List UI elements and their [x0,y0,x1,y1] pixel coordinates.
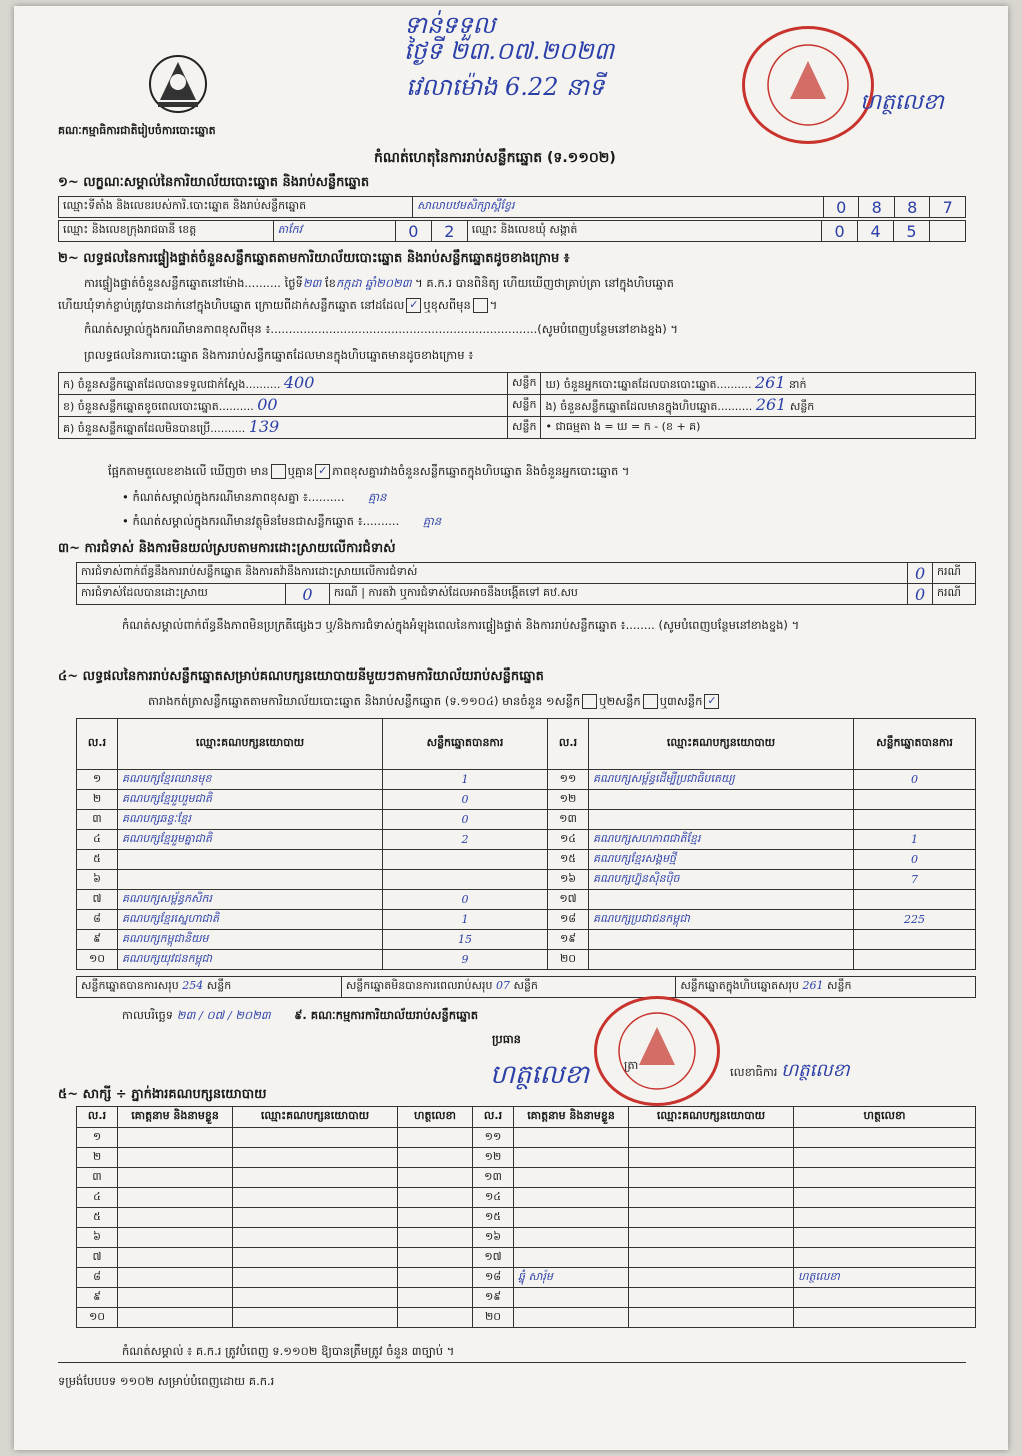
witness-party [233,1308,398,1328]
row-number: ៧ [77,1248,118,1268]
witness-name [118,1228,233,1248]
committee-stamp [594,996,720,1106]
row-number: ១២ [473,1148,514,1168]
row-number: ១៣ [548,810,589,830]
table-row [77,1128,976,1148]
member-label: ត្រា [624,1058,639,1072]
row-number: ១៥ [548,850,589,870]
party-name: គណបក្សហ្វ៊ុនស៊ិនប៉ិច [589,870,854,890]
valid-votes: 9 [383,950,548,970]
witness-signature [398,1228,473,1248]
row-number: ៨ [77,910,118,930]
row-number: ១៣ [473,1168,514,1188]
section-1-heading: ១~ លក្ខណៈសម្គាល់នៃការិយាល័យបោះឆ្នោត និងរាប់សន្លឹកឆ្នោត [58,175,370,190]
witness-name [118,1128,233,1148]
row-number: ៥ [77,850,118,870]
section-2-text-1: ការផ្ទៀងផ្ទាត់ចំនួនសន្លឹកឆ្នោតនៅម៉ោង.......... ថ្ងៃទី២៣ ខែកក្កដា ឆ្នាំ២០២៣ ។ គ.ក.រ បានពិនិត្យ ហើយឃើញថាគ្រាប់ត្រា នៅក្នុងហិបឆ្នោត [84,276,674,290]
row-number: ២០ [473,1308,514,1328]
witness-signature [794,1208,976,1228]
province-digit: 2 [431,221,467,242]
form-title: កំណត់ហេតុនៃការរាប់សន្លឹកឆ្នោត (ទ.១១០២) [374,150,616,166]
section-1-table [58,196,966,218]
row-number: ៩ [77,1288,118,1308]
table-row [77,1288,976,1308]
party-name: គណបក្សសហភាពជាតិខ្មែរ [589,830,854,850]
province-value: តាកែវ [273,221,395,242]
section-4-heading: ៤~ លទ្ធផលនៃការរាប់សន្លឹកឆ្នោតសម្រាប់គណបក្សនយោបាយនីមួយៗតាមការិយាល័យរាប់សន្លឹកឆ្នោត [58,669,544,684]
row-number: ១៩ [548,930,589,950]
footer-note: កំណត់សម្គាល់ ៖ គ.ក.រ ត្រូវបំពេញ ទ.១១០២ ឱ្យបានត្រឹមត្រូវ ចំនួន ៣ច្បាប់ ។ [122,1344,455,1358]
row-number: ១៨ [473,1268,514,1288]
count-row: ក) ចំនួនសន្លឹកឆ្នោតដែលបានទទួលជាក់ស្តែង.......... 400 [59,373,508,395]
chair-label: ប្រធាន [492,1032,521,1046]
witness-party [629,1268,794,1288]
party-name [589,790,854,810]
valid-votes [854,810,976,830]
row-number: ២ [77,1148,118,1168]
row-number: ៣ [77,1168,118,1188]
witness-signature [794,1128,976,1148]
document-page [14,6,1008,1450]
witness-party [629,1248,794,1268]
complaints-table: ការជំទាស់ពាក់ព័ន្ធនឹងការរាប់សន្លឹកឆ្នោត និងការតវ៉ានឹងការដោះស្រាយលើការជំទាស់ 0 ករណី ការជំទាស់ដែលបានដោះស្រាយ 0 ករណី | ការតវ៉ា ឬការជំទាស់ដែលអាចនឹងបង្កើតទៅ គឋ.សប 0 ករណី [76,562,976,605]
witness-party [629,1168,794,1188]
polling-station-label: ឈ្មោះទីតាំង និងលេខរបស់ការិ.បោះឆ្នោត និងរាប់សន្លឹកឆ្នោត [59,197,413,218]
section-1-table-row2 [58,220,966,242]
witness-signature [398,1308,473,1328]
valid-votes [854,930,976,950]
witness-party [629,1308,794,1328]
witness-party [233,1268,398,1288]
province-label: ឈ្មោះ និងលេខក្រុងរាជធានី ខេត្ត [59,221,274,242]
valid-votes: 7 [854,870,976,890]
witness-party [233,1248,398,1268]
signature-top: ហត្ថលេខា [860,90,944,115]
witness-signature [794,1288,976,1308]
valid-votes: 0 [383,890,548,910]
witness-party [233,1148,398,1168]
row-number: ១១ [548,770,589,790]
section-4-intro: តារាងកត់ត្រាសន្លឹកឆ្នោតតាមការិយាល័យបោះឆ្នោត និងរាប់សន្លឹកឆ្នោត (ទ.១១០៤) មានចំនួន ១សន្លឹក ឬ២សន្លឹក ឬ៣សន្លឹក ✓ [148,694,721,711]
valid-votes: 2 [383,830,548,850]
party-name: គណបក្សប្រជាជនកម្ពុជា [589,910,854,930]
valid-votes: 1 [854,830,976,850]
section-2-heading: ២~ លទ្ធផលនៃការផ្ទៀងផ្ទាត់ចំនួនសន្លឹកឆ្នោតតាមការិយាល័យបោះឆ្នោត និងរាប់សន្លឹកឆ្នោតដូចខាងក្រោម ៖ [58,251,570,266]
valid-votes: 1 [383,910,548,930]
formula: • ជាធម្មតា ង = ឃ = ក - (ខ + គ) [541,417,976,439]
witness-signature [398,1268,473,1288]
commune-digit: 4 [858,221,894,242]
results-table: ល.រ ឈ្មោះគណបក្សនយោបាយ សន្លឹកឆ្នោតបានការ ល.រ ឈ្មោះគណបក្សនយោបាយ សន្លឹកឆ្នោតបានការ ១ គណបក្សខ្មែរឈានមុខ 1 ១១ គណបក្សសម្ព័ន្ធដើម្បីប្រជាធិបតេយ្យ 0 ២ គណបក្សខ្មែររួបរួមជាតិ 0 ១២ ៣ គណបក្សឆន្ទៈខ្មែរ 0 ១៣ ៤ គណបក្សខ្មែររួមគ្នាជាតិ 2 ១៤ គណបក្សសហភាពជាតិខ្មែរ 1 ៥ ១៥ គណបក្សខ្មែរសង្គមថ្មី 0 ៦ ១៦ គណបក្សហ្វ៊ុនស៊ិនប៉ិច 7 ៧ គណបក្សសម្ព័ន្ធកសិករ 0 ១៧ ៨ គណបក្សខ្មែរស្នេហាជាតិ 1 ១៨ គណបក្សប្រជាជនកម្ពុជា 225 ៩ គណបក្សកម្ពុជានិយម 15 ១៩ ១០ គណបក្សយុវជនកម្ពុជា 9 ២០ [76,718,976,970]
party-name: គណបក្សខ្មែររួបរួមជាតិ [118,790,383,810]
party-name [118,870,383,890]
station-digit: 8 [859,197,895,218]
witness-name [514,1148,629,1168]
counts-table: ក) ចំនួនសន្លឹកឆ្នោតដែលបានទទួលជាក់ស្តែង.......... 400 សន្លឹក ឃ) ចំនួនអ្នកបោះឆ្នោតដែលបានបោះឆ្នោត.......... 261 នាក់ ខ) ចំនួនសន្លឹកឆ្នោតខូចពេលបោះឆ្នោត.......... 00 សន្លឹក ង) ចំនួនសន្លឹកឆ្នោតដែលមានក្នុងហិបឆ្នោត.......... 261 សន្លឹក គ) ចំនួនសន្លឹកឆ្នោតដែលមិនបានប្រើ.......... 139 សន្លឹក • ជាធម្មតា ង = ឃ = ក - (ខ + គ) [58,372,976,439]
valid-votes [854,890,976,910]
issue-date: កាលបរិច្ឆេទ ២៣ / ០៧ / ២០២៣ ៩. គណៈកម្មការការិយាល័យរាប់សន្លឹកឆ្នោត [122,1008,478,1022]
totals-row: សន្លឹកឆ្នោតបានការសរុប 254 សន្លឹក សន្លឹកឆ្នោតមិនបានការពេលរាប់សរុប 07 សន្លឹក សន្លឹកឆ្នោតក្នុងហិបឆ្នោតសរុប 261 សន្លឹក [76,976,976,998]
row-number: ១៩ [473,1288,514,1308]
witness-party [629,1228,794,1248]
witness-party [629,1288,794,1308]
witness-name [118,1308,233,1328]
footer-divider [58,1362,966,1363]
checkbox-intact[interactable]: ✓ [406,298,421,313]
row-number: ១០ [77,1308,118,1328]
handwritten-time: វេលាម៉ោង 6.22 នាទី [406,73,605,101]
witness-party [629,1148,794,1168]
table-row [77,1248,976,1268]
witness-signature [794,1188,976,1208]
row-number: ១៧ [473,1248,514,1268]
party-name: គណបក្សខ្មែរសង្គមថ្មី [589,850,854,870]
valid-votes [854,950,976,970]
party-name [118,850,383,870]
party-name [589,930,854,950]
witness-signature [794,1148,976,1168]
witness-name [514,1128,629,1148]
witness-party [629,1208,794,1228]
section-2-text-2: ហើយឃុំទាក់ខ្ចាប់ត្រូវបានដាក់នៅក្នុងហិបឆ្នោត ក្រោយពីដាក់សន្លឹកឆ្នោត នៅដដែល ✓ ឬខុសពីមុន ។ [58,298,498,312]
row-number: ២០ [548,950,589,970]
witness-name [118,1208,233,1228]
note-difference: • កំណត់សម្គាល់ក្នុងករណីមានភាពខុសគ្នា ៖.......... គ្មាន [122,490,387,504]
table-row [77,910,976,930]
witness-table: ល.រ គោត្តនាម និងនាមខ្លួន ឈ្មោះគណបក្សនយោបាយ ហត្ថលេខា ល.រ គោត្តនាម និងនាមខ្លួន ឈ្មោះគណបក្សនយោបាយ ហត្ថលេខា ១ ១១ ២ ១២ ៣ ១៣ ៤ ១៤ ៥ ១៥ ៦ ១៦ ៧ ១៧ ៨ ១៨ ឆ្នុំ សារ៉ុម ហត្ថលេខា ៩ ១៩ ១០ ២០ [76,1106,976,1328]
witness-name [118,1268,233,1288]
section-3-note: កំណត់សម្គាល់ពាក់ព័ន្ធនឹងភាពមិនប្រក្រតីផ្សេងៗ ឬ/និងការជំទាស់ក្នុងអំឡុងពេលនៃការផ្ទៀងផ្ទាត់ និងការរាប់សន្លឹកឆ្នោត ៖........ (សូមបំពេញបន្ថែមនៅខាងខ្នង) ។ [122,618,800,632]
row-number: ៦ [77,870,118,890]
row-number: ១១ [473,1128,514,1148]
row-number: ១៤ [473,1188,514,1208]
handwritten-date: ថ្ងៃទី ២៣.០៧.២០២៣ [404,37,615,65]
party-name [589,890,854,910]
official-stamp [742,26,874,144]
witness-signature: ហត្ថលេខា [794,1268,976,1288]
section-5-heading: ៥~ សាក្សី ÷ ភ្នាក់ងារគណបក្សនយោបាយ [58,1087,267,1102]
row-number: ៦ [77,1228,118,1248]
party-name [589,950,854,970]
witness-signature [398,1208,473,1228]
table-row [77,890,976,910]
valid-votes: 1 [383,770,548,790]
witness-name [514,1188,629,1208]
row-number: ១០ [77,950,118,970]
table-row [77,830,976,850]
row-number: ១ [77,1128,118,1148]
witness-signature [794,1228,976,1248]
handwritten-note-top: ទាន់ទទួល [404,11,496,39]
valid-votes [383,850,548,870]
table-row [77,1228,976,1248]
chair-signature: ហត្ថលេខា [490,1060,590,1090]
count-row: ង) ចំនួនសន្លឹកឆ្នោតដែលមានក្នុងហិបឆ្នោត.......... 261 សន្លឹក [541,395,976,417]
witness-name [514,1168,629,1188]
valid-votes: 15 [383,930,548,950]
witness-signature [398,1248,473,1268]
table-row [77,770,976,790]
committee-name: គណៈកម្មាធិការជាតិរៀបចំការបោះឆ្នោត [58,124,216,137]
witness-party [233,1228,398,1248]
witness-signature [398,1148,473,1168]
commune-digit [929,221,965,242]
valid-votes [854,790,976,810]
row-number: ៩ [77,930,118,950]
witness-signature [398,1288,473,1308]
row-number: ១៨ [548,910,589,930]
witness-name [118,1188,233,1208]
province-digit: 0 [395,221,431,242]
row-number: ១៧ [548,890,589,910]
commune-digit: 0 [822,221,858,242]
section-2-note: កំណត់សម្គាល់ក្នុងករណីមានភាពខុសពីមុន ៖.........................................................................(សូមបំពេញបន្ថែមនៅខាងខ្នង) ។ [84,322,678,336]
row-number: ៤ [77,830,118,850]
count-row: ខ) ចំនួនសន្លឹកឆ្នោតខូចពេលបោះឆ្នោត.......... 00 [59,395,508,417]
witness-name [514,1248,629,1268]
witness-signature [794,1308,976,1328]
witness-signature [794,1248,976,1268]
party-name: គណបក្សសម្ព័ន្ធកសិករ [118,890,383,910]
witness-name [514,1308,629,1328]
valid-votes [383,870,548,890]
checkbox-not-intact[interactable] [473,298,488,313]
row-number: ៤ [77,1188,118,1208]
witness-party [233,1128,398,1148]
note-extra-ballot: • កំណត់សម្គាល់ក្នុងករណីមានវត្ថុមិនមែនជាសន្លឹកឆ្នោត ៖.......... គ្មាន [122,514,442,528]
witness-signature [794,1168,976,1188]
station-digit: 8 [894,197,930,218]
row-number: ៨ [77,1268,118,1288]
valid-votes: 0 [383,810,548,830]
table-row [77,1208,976,1228]
witness-name [118,1288,233,1308]
footer-form-id: ទម្រង់បែបបទ ១១០២ សម្រាប់បំពេញដោយ គ.ក.រ [58,1374,275,1388]
witness-name [118,1148,233,1168]
witness-party [233,1208,398,1228]
table-row [77,790,976,810]
party-name: គណបក្សយុវជនកម្ពុជា [118,950,383,970]
row-number: ៥ [77,1208,118,1228]
witness-name [118,1248,233,1268]
party-name: គណបក្សសម្ព័ន្ធដើម្បីប្រជាធិបតេយ្យ [589,770,854,790]
section-3-heading: ៣~ ការជំទាស់ និងការមិនយល់ស្របតាមការដោះស្រាយលើការជំទាស់ [58,541,396,556]
witness-signature [398,1168,473,1188]
table-row [77,1188,976,1208]
commune-label: ឈ្មោះ និងលេខឃុំ សង្កាត់ [467,221,821,242]
row-number: ១៦ [473,1228,514,1248]
witness-signature [398,1128,473,1148]
witness-party [629,1188,794,1208]
witness-signature [398,1188,473,1208]
party-name: គណបក្សខ្មែរឈានមុខ [118,770,383,790]
party-name: គណបក្សកម្ពុជានិយម [118,930,383,950]
station-digit: 0 [823,197,859,218]
witness-name [514,1288,629,1308]
row-number: ៧ [77,890,118,910]
party-name: គណបក្សឆន្ទៈខ្មែរ [118,810,383,830]
table-row [77,1308,976,1328]
row-number: ៣ [77,810,118,830]
party-name: គណបក្សខ្មែររួមគ្នាជាតិ [118,830,383,850]
witness-party [233,1188,398,1208]
count-row: ឃ) ចំនួនអ្នកបោះឆ្នោតដែលបានបោះឆ្នោត.......... 261 នាក់ [541,373,976,395]
checkbox-none[interactable]: ✓ [315,464,330,479]
party-name [589,810,854,830]
witness-party [629,1128,794,1148]
witness-party [233,1168,398,1188]
row-number: ១ [77,770,118,790]
witness-name [514,1228,629,1248]
nec-emblem-icon [140,48,216,120]
witness-party [233,1288,398,1308]
table-row [77,850,976,870]
row-number: ១៦ [548,870,589,890]
party-name: គណបក្សខ្មែរស្នេហាជាតិ [118,910,383,930]
table-row [77,950,976,970]
table-row [77,1168,976,1188]
table-row [77,1148,976,1168]
witness-name: ឆ្នុំ សារ៉ុម [514,1268,629,1288]
valid-votes: 0 [854,770,976,790]
table-row [77,1268,976,1288]
row-number: ១៤ [548,830,589,850]
witness-name [118,1168,233,1188]
row-number: ១៥ [473,1208,514,1228]
witness-name [514,1208,629,1228]
valid-votes: 225 [854,910,976,930]
commune-digit: 5 [894,221,930,242]
count-row: គ) ចំនួនសន្លឹកឆ្នោតដែលមិនបានប្រើ.......... 139 [59,417,508,439]
secretary-label: លេខាធិការ ហត្ថលេខា [730,1060,850,1081]
comparison-text: ផ្អែកតាមតួលេខខាងលើ ឃើញថា មាន ឬគ្មាន ✓ ភាពខុសគ្នារវាងចំនួនសន្លឹកឆ្នោតក្នុងហិបឆ្នោត និងចំនួនអ្នកបោះឆ្នោត ។ [108,464,630,478]
section-2-intro: ព្រលទ្ធផលនៃការបោះឆ្នោត និងការរាប់សន្លឹកឆ្នោតដែលមានក្នុងហិបឆ្នោតមានដូចខាងក្រោម ៖ [84,348,474,362]
valid-votes: 0 [854,850,976,870]
polling-station-value: សាលាបឋមសិក្សាស្ពឺខ្វែរ [413,197,824,218]
table-row [77,810,976,830]
station-digit: 7 [930,197,966,218]
table-row [77,930,976,950]
row-number: ១២ [548,790,589,810]
valid-votes: 0 [383,790,548,810]
row-number: ២ [77,790,118,810]
checkbox-has[interactable] [271,464,286,479]
table-row [77,870,976,890]
